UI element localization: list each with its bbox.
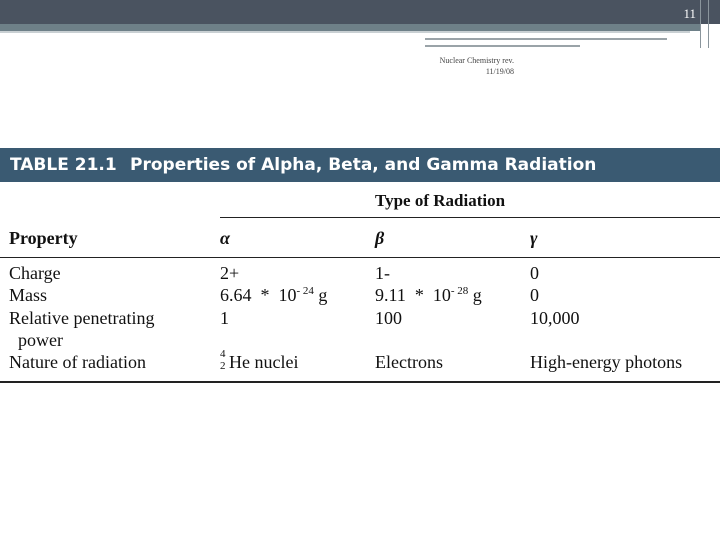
row-nature-alpha bbox=[220, 348, 299, 373]
mass-exponent: - 24 bbox=[296, 285, 314, 297]
atomic-number: 2 bbox=[220, 360, 226, 372]
row-penetrating-gamma: 10,000 bbox=[530, 308, 580, 328]
decorative-line bbox=[425, 45, 580, 47]
row-nature-beta: Electrons bbox=[375, 352, 443, 372]
multiply-symbol: * bbox=[260, 285, 270, 305]
row-nature-property: Nature of radiation bbox=[9, 352, 146, 372]
table-title-bar bbox=[0, 148, 720, 182]
header-rule bbox=[708, 0, 709, 48]
footer-note: Nuclear Chemistry rev. 11/19/08 bbox=[439, 56, 514, 76]
table-title: Properties of Alpha, Beta, and Gamma Radiation bbox=[130, 155, 597, 175]
row-penetrating-property: Relative penetrating bbox=[9, 308, 155, 328]
nuclei-label: He nuclei bbox=[229, 352, 299, 372]
slide-header-bar bbox=[0, 0, 720, 24]
mass-mantissa: 6.64 bbox=[220, 285, 252, 305]
column-header-gamma: γ bbox=[530, 228, 538, 248]
slide-header-shadow bbox=[0, 31, 690, 33]
mass-mantissa: 9.11 bbox=[375, 285, 406, 305]
nuclide-notation bbox=[220, 348, 229, 372]
slide-number: 11 bbox=[683, 6, 696, 21]
row-charge-gamma: 0 bbox=[530, 263, 539, 283]
decorative-line bbox=[425, 38, 667, 40]
mass-unit: g bbox=[472, 285, 482, 305]
row-penetrating-beta: 100 bbox=[375, 308, 402, 328]
mass-number: 4 bbox=[220, 348, 226, 360]
row-penetrating-property-cont: power bbox=[18, 330, 63, 350]
column-header-property: Property bbox=[9, 228, 78, 248]
header-rule bbox=[700, 0, 701, 48]
row-mass-property: Mass bbox=[9, 285, 48, 305]
group-header: Type of Radiation bbox=[375, 191, 506, 210]
mass-base: 10 bbox=[432, 285, 451, 305]
row-nature-gamma: High-energy photons bbox=[530, 352, 683, 372]
row-mass-gamma: 0 bbox=[530, 285, 539, 305]
mass-exponent: - 28 bbox=[450, 285, 469, 297]
column-header-alpha: α bbox=[220, 228, 230, 248]
table-bottom-rule bbox=[0, 381, 720, 383]
group-header-rule bbox=[220, 217, 720, 218]
row-charge-property: Charge bbox=[9, 263, 61, 283]
multiply-symbol: * bbox=[414, 285, 424, 305]
slide-header-accent bbox=[0, 24, 700, 31]
mass-base: 10 bbox=[278, 285, 297, 305]
row-charge-alpha: 2+ bbox=[220, 263, 240, 283]
row-mass-beta bbox=[375, 285, 482, 306]
row-mass-alpha bbox=[220, 285, 327, 306]
row-charge-beta: 1- bbox=[375, 263, 390, 283]
table-label: TABLE 21.1 bbox=[10, 155, 117, 175]
row-penetrating-alpha: 1 bbox=[220, 308, 229, 328]
header-rule bbox=[0, 257, 720, 258]
column-header-beta: β bbox=[375, 228, 385, 248]
mass-unit: g bbox=[318, 285, 328, 305]
